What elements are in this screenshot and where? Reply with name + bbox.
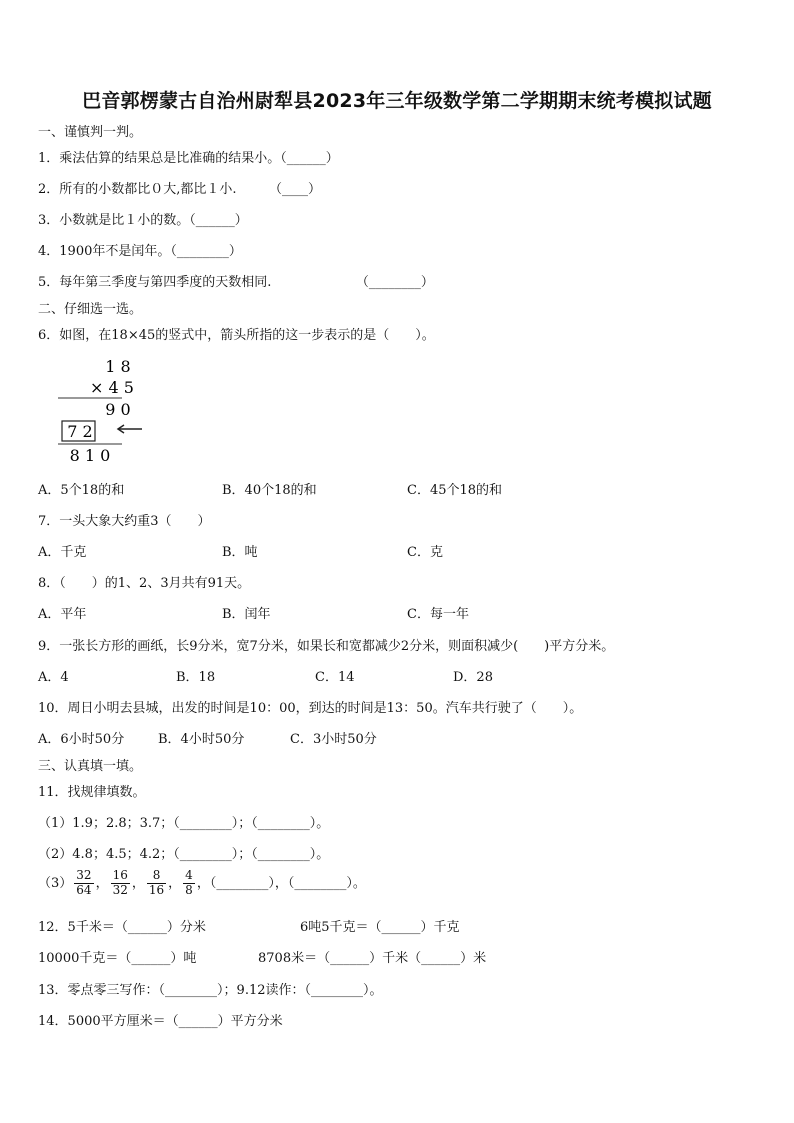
q8-option-a: A．平年 [38,607,87,622]
q9-option-b: B．18 [176,670,216,685]
question-4: 4．1900年不是闰年。（________） [38,244,242,259]
question-14: 14．5000平方厘米＝（______）平方分米 [38,1014,283,1029]
question-11: 11．找规律填数。 [38,785,146,800]
q9-option-a: A．4 [38,670,69,685]
question-12-c: 10000千克＝（______）吨 [38,951,197,966]
section-heading-choice: 二、仔细选一选。 [38,302,143,317]
q6-option-c: C．45个18的和 [407,483,503,498]
page-title: 巴音郭楞蒙古自治州尉犁县2023年三年级数学第二学期期末统考模拟试题 [82,90,712,112]
q7-option-a: A．千克 [38,545,87,560]
figure-row-5: 8 1 0 [69,446,111,465]
question-8: 8．（ ）的1、2、3月共有91天。 [38,576,251,591]
q8-option-c: C．每一年 [407,607,469,622]
q6-option-b: B．40个18的和 [222,483,317,498]
q7-option-b: B．吨 [222,545,258,560]
question-11-part-3: （3） $\frac{32}{64}$ ， $\frac{16}{32}$ ， $\frac{8}{16}$ ， $\frac{4}{8}$ ，（________），（________）。 [38,868,366,897]
q6-option-a: A．5个18的和 [38,483,125,498]
q11-part-3-blanks: ，（________），（________）。 [196,876,366,891]
fraction: $\frac{16}{32}$ [112,868,128,897]
question-5: 5．每年第三季度与第四季度的天数相同. （________） [38,275,434,290]
question-13: 13．零点零三写作：（________）；9.12读作：（________）。 [38,983,383,998]
question-3: 3．小数就是比１小的数。（______） [38,213,248,228]
q7-option-c: C．克 [407,545,443,560]
q8-option-b: B．闰年 [222,607,271,622]
section-heading-judge: 一、谨慎判一判。 [38,125,143,140]
question-9: 9．一张长方形的画纸，长9分米，宽7分米，如果长和宽都减少2分米，则面积减少( )平方分米。 [38,639,615,654]
fraction: $\frac{4}{8}$ [185,868,193,897]
question-10: 10．周日小明去县城，出发的时间是10：00，到达的时间是13：50。汽车共行驶了（ ）。 [38,701,583,716]
question-1: 1．乘法估算的结果总是比准确的结果小。（______） [38,151,339,166]
section-heading-fill: 三、认真填一填。 [38,759,143,774]
question-11-part-1: （1）1.9；2.8；3.7；（________）；（________）。 [38,816,330,831]
figure-row-3: 9 0 [105,400,131,419]
figure-row-1: 1 8 [105,357,131,376]
question-2: 2．所有的小数都比０大,都比１小. （____） [38,182,322,197]
question-7: 7．一头大象大约重3（ ） [38,514,211,529]
question-12-a: 12．5千米＝（______）分米 [38,920,206,935]
q9-option-d: D．28 [453,670,493,685]
fraction: $\frac{32}{64}$ [76,868,92,897]
question-12-d: 8708米＝（______）千米（______）米 [258,951,487,966]
vertical-multiplication-figure [50,356,160,466]
q10-option-b: B．4小时50分 [158,732,245,747]
question-12-b: 6吨5千克＝（______）千克 [300,920,460,935]
q9-option-c: C．14 [315,670,355,685]
figure-row-4: 7 2 [67,422,93,441]
q10-option-a: A．6小时50分 [38,732,125,747]
figure-row-2: × 4 5 [90,378,134,397]
q10-option-c: C．3小时50分 [290,732,377,747]
q11-part-3-label: （3） [38,876,73,891]
question-11-part-2: （2）4.8；4.5；4.2；（________）；（________）。 [38,847,330,862]
fraction: $\frac{8}{16}$ [148,868,165,897]
question-6: 6．如图，在18×45的竖式中，箭头所指的这一步表示的是（ ）。 [38,328,435,343]
